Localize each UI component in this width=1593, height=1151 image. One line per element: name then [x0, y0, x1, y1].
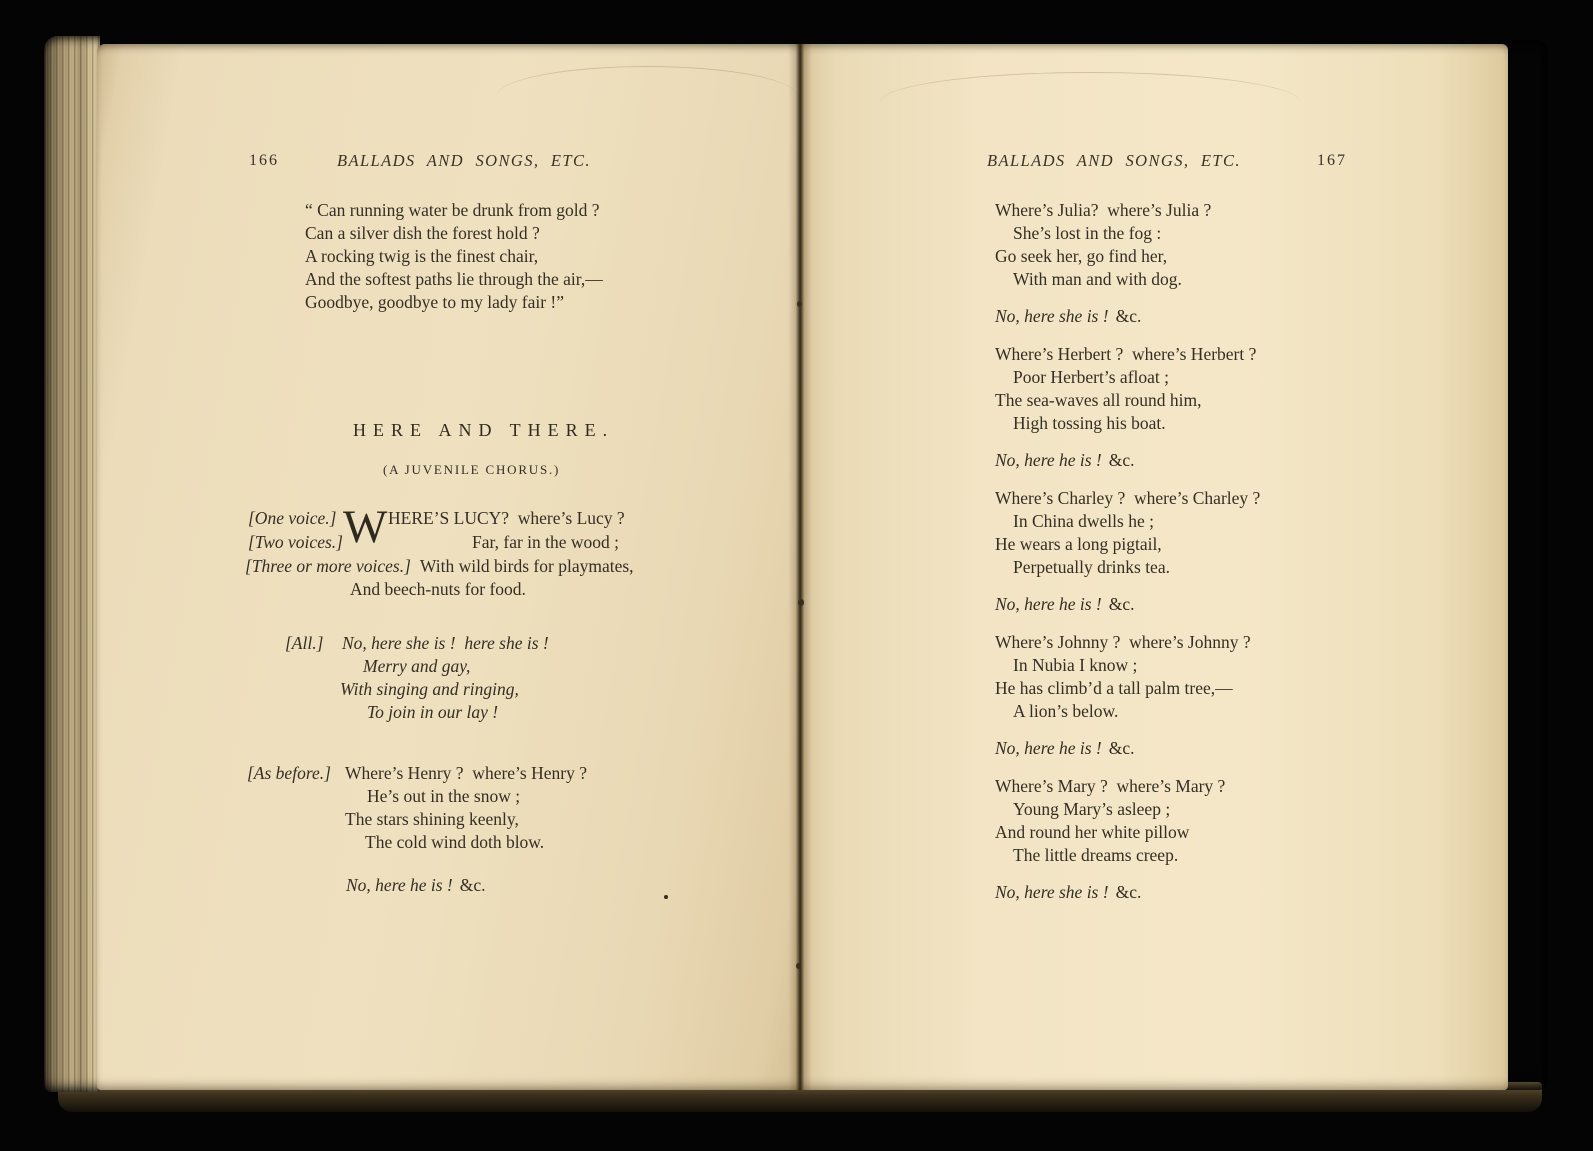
poem-line: High tossing his boat. [1013, 413, 1166, 433]
right-running-head: BALLADS AND SONGS, ETC. [987, 151, 1241, 170]
refrain-text: No, here she is ! [995, 882, 1109, 902]
left-page [97, 44, 800, 1090]
left-page-number: 166 [249, 152, 279, 169]
right-page-number: 167 [1317, 152, 1347, 169]
chorus-line: To join in our lay ! [367, 702, 499, 722]
poem-line: In Nubia I know ; [1013, 655, 1138, 675]
poem-line: A rocking twig is the finest chair, [305, 246, 539, 266]
refrain-etc: &c. [1115, 882, 1142, 902]
refrain-text: No, here he is ! [346, 875, 453, 895]
left-fore-edge [44, 36, 100, 1092]
poem-line: Young Mary’s asleep ; [1013, 799, 1171, 819]
poem-line: Where’s Johnny ? where’s Johnny ? [995, 632, 1251, 652]
poem-line: “ Can running water be drunk from gold ? [305, 200, 600, 220]
refrain-text: No, here he is ! [995, 594, 1102, 614]
refrain-etc: &c. [1115, 306, 1142, 326]
poem-line: The cold wind doth blow. [365, 832, 545, 852]
chorus-line: No, here she is ! here she is ! [342, 633, 549, 653]
poem-line: A lion’s below. [1013, 701, 1119, 721]
refrain-line [995, 449, 1475, 472]
page-curl-mark [497, 66, 797, 126]
poem-title: HERE AND THERE. [353, 420, 615, 440]
poem-line: HERE’S LUCY? where’s Lucy ? [388, 508, 625, 528]
book-gutter [788, 44, 812, 1090]
poem-line: Where’s Henry ? where’s Henry ? [345, 763, 587, 783]
poem-line: He has climb’d a tall palm tree,— [995, 678, 1233, 698]
stanza-charley [995, 487, 1475, 579]
poem-line: Where’s Mary ? where’s Mary ? [995, 776, 1226, 796]
refrain-etc: &c. [459, 875, 486, 895]
poem-subtitle: (A JUVENILE CHORUS.) [383, 462, 561, 477]
poem-line: With man and with dog. [1013, 269, 1182, 289]
poem-line: And beech-nuts for food. [350, 579, 526, 599]
stanza-julia [995, 199, 1475, 291]
poem-line: Poor Herbert’s afloat ; [1013, 367, 1169, 387]
binding-speck [796, 963, 801, 969]
voice-label-three: [Three or more voices.] [245, 556, 411, 576]
voice-label-one: [One voice.] [248, 508, 337, 528]
poem-line [245, 555, 634, 578]
poem-line-text: With wild birds for playmates, [419, 556, 634, 576]
stanza-johnny [995, 631, 1475, 723]
drop-cap: W [343, 501, 388, 553]
poem-line: In China dwells he ; [1013, 511, 1154, 531]
right-page [800, 44, 1508, 1090]
poem-line: Far, far in the wood ; [472, 532, 620, 552]
page-curl-mark [880, 72, 1300, 132]
poem-line: And the softest paths lie through the air,— [305, 269, 603, 289]
poem-line: And round her white pillow [995, 822, 1190, 842]
poem-line: The little dreams creep. [1013, 845, 1179, 865]
refrain-etc: &c. [1108, 450, 1135, 470]
refrain-line [995, 737, 1475, 760]
poem-line: Where’s Herbert ? where’s Herbert ? [995, 344, 1257, 364]
binding-speck [798, 599, 804, 606]
refrain-line [346, 874, 486, 897]
refrain-etc: &c. [1108, 594, 1135, 614]
poem-line: He’s out in the snow ; [367, 786, 521, 806]
refrain-etc: &c. [1108, 738, 1135, 758]
binding-speck [797, 301, 802, 307]
poem-line: Goodbye, goodbye to my lady fair !” [305, 292, 565, 312]
refrain-text: No, here she is ! [995, 306, 1109, 326]
voice-label-two: [Two voices.] [248, 532, 343, 552]
poem-line: She’s lost in the fog : [1013, 223, 1162, 243]
ink-speck [664, 895, 668, 899]
chorus-label: [All.] [285, 633, 324, 653]
chorus-line: Merry and gay, [363, 656, 471, 676]
poem-line: The sea-waves all round him, [995, 390, 1202, 410]
left-running-head: BALLADS AND SONGS, ETC. [337, 151, 591, 170]
stanza-mary [995, 775, 1475, 867]
verse-label: [As before.] [247, 763, 331, 783]
refrain-line [995, 881, 1475, 904]
poem-line: Go seek her, go find her, [995, 246, 1168, 266]
refrain-text: No, here he is ! [995, 738, 1102, 758]
refrain-text: No, here he is ! [995, 450, 1102, 470]
poem-line: Can a silver dish the forest hold ? [305, 223, 540, 243]
refrain-line [995, 305, 1475, 328]
poem-line: Where’s Charley ? where’s Charley ? [995, 488, 1261, 508]
right-fore-edge [1504, 40, 1548, 1090]
closing-stanza [305, 199, 603, 314]
stanza-herbert [995, 343, 1475, 435]
right-page-text [995, 199, 1475, 919]
poem-line: He wears a long pigtail, [995, 534, 1162, 554]
refrain-line [995, 593, 1475, 616]
chorus-line: With singing and ringing, [340, 679, 519, 699]
poem-line: Perpetually drinks tea. [1013, 557, 1170, 577]
poem-line: Where’s Julia? where’s Julia ? [995, 200, 1212, 220]
poem-line: The stars shining keenly, [345, 809, 519, 829]
